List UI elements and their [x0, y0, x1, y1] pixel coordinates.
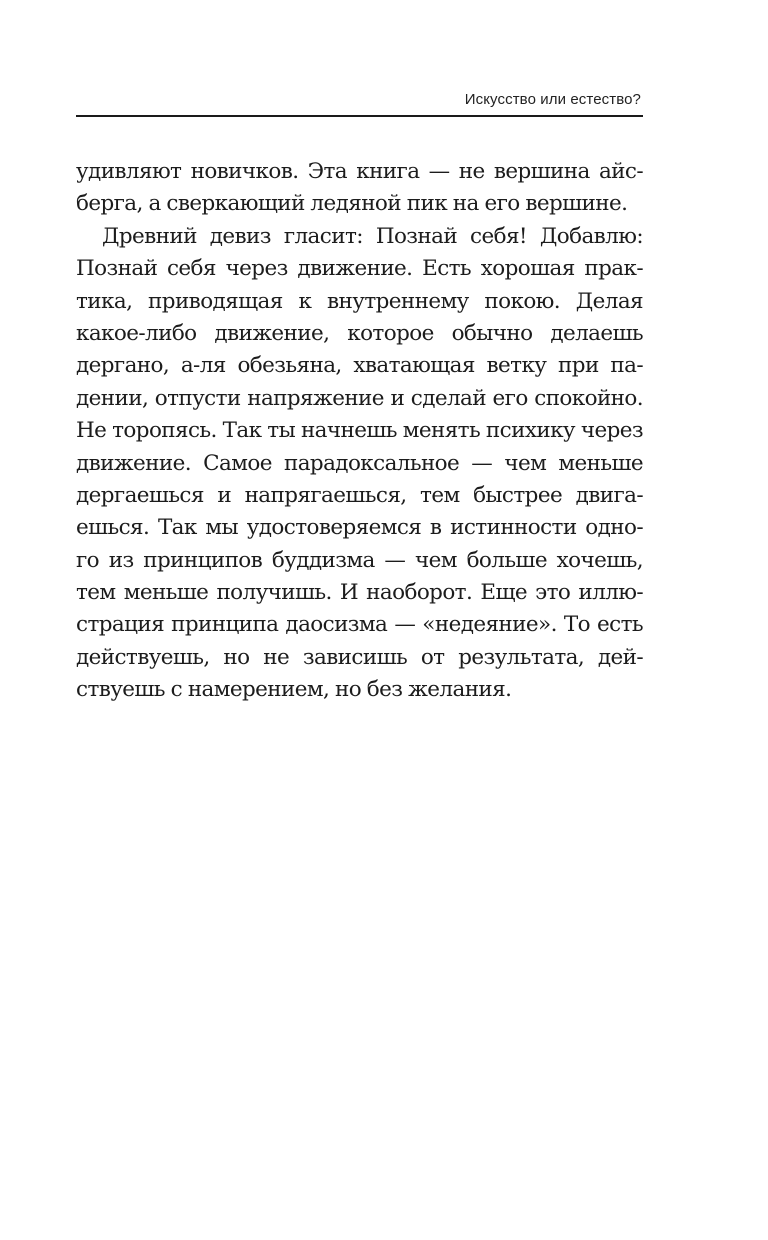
text-line: движение. Самое парадоксальное — чем меньше — [76, 450, 643, 476]
text-line: какое-либо движение, которое обычно делаешь — [76, 320, 643, 346]
text-line: тика, приводящая к внутреннему покою. Делая — [76, 288, 643, 314]
paragraph — [76, 156, 643, 221]
text-line: Не торопясь. Так ты начнешь менять психику через — [76, 418, 643, 444]
text-line: страция принципа даосизма — «недеяние». То есть — [76, 612, 643, 638]
text-line: Познай себя через движение. Есть хорошая прак- — [76, 256, 643, 282]
text-line: Древний девиз гласит: Познай себя! Добавлю: — [102, 223, 643, 249]
header-rule — [76, 115, 643, 117]
text-line: действуешь, но не зависишь от результата, дей- — [76, 644, 643, 670]
body-text — [76, 156, 643, 707]
paragraph — [76, 221, 643, 707]
text-line: удивляют новичков. Эта книга — не вершина айс- — [76, 159, 643, 184]
running-head: Искусство или естество? — [464, 91, 641, 108]
text-line: тем меньше получишь. И наоборот. Еще это иллю- — [76, 580, 643, 606]
text-line: берга, а сверкающий ледяной пик на его вершине. — [76, 191, 628, 217]
text-line: го из принципов буддизма — чем больше хочешь, — [76, 547, 643, 573]
text-line: ешься. Так мы удостоверяемся в истинности одно- — [76, 515, 643, 541]
text-line: дергаешься и напрягаешься, тем быстрее двига- — [76, 482, 643, 508]
text-line: дергано, а-ля обезьяна, хватающая ветку при па- — [76, 353, 643, 379]
text-line: ствуешь с намерением, но без желания. — [76, 677, 512, 703]
text-line: дении, отпусти напряжение и сделай его спокойно. — [76, 385, 643, 411]
